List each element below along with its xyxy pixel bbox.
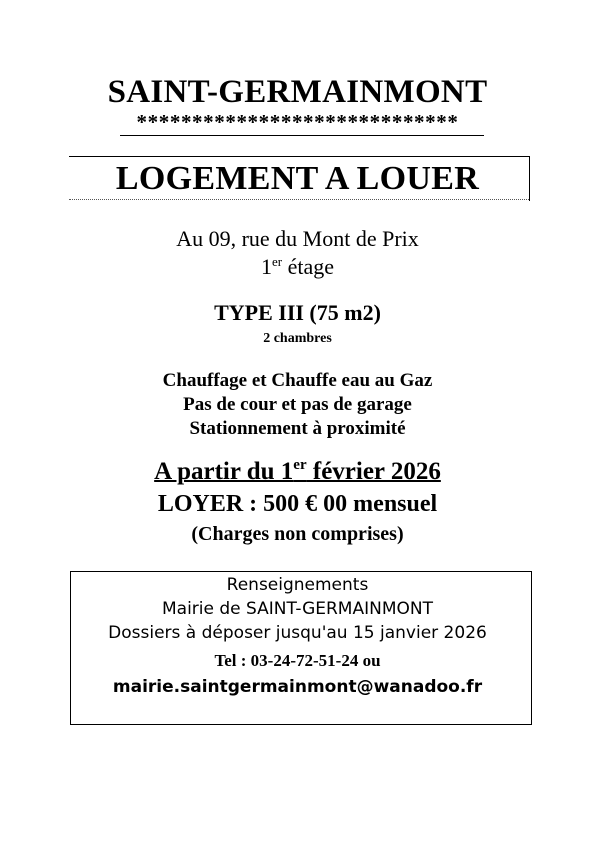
address-line: Au 09, rue du Mont de Prix: [176, 226, 419, 251]
title-frame-bottom: [69, 199, 529, 200]
floor-word: étage: [282, 254, 334, 279]
feature-heating: Chauffage et Chauffe eau au Gaz: [162, 370, 433, 391]
charges-note: (Charges non comprises): [191, 523, 404, 545]
floor-line: [0, 254, 595, 280]
floor-number: 1: [260, 254, 272, 279]
availability-date: [0, 458, 595, 486]
feature-no-yard: Pas de cour et pas de garage: [183, 394, 412, 415]
rent-amount: LOYER : 500 € 00 mensuel: [157, 491, 438, 517]
housing-type: TYPE III (75 m2): [214, 300, 381, 325]
info-organization: Mairie de SAINT-GERMAINMONT: [162, 599, 433, 619]
floor-superscript: er: [271, 254, 283, 269]
page-title: LOGEMENT A LOUER: [115, 160, 480, 197]
availability-superscript: er: [293, 457, 307, 473]
availability-suffix: février 2026: [306, 458, 441, 485]
star-separator: *****************************: [136, 110, 459, 134]
info-heading: Renseignements: [226, 575, 369, 595]
info-deadline: Dossiers à déposer jusqu'au 15 janvier 2026: [108, 623, 487, 643]
room-count: 2 chambres: [263, 331, 332, 346]
feature-parking: Stationnement à proximité: [189, 418, 406, 439]
town-name: SAINT-GERMAINMONT: [107, 74, 488, 110]
info-phone: Tel : 03-24-72-51-24 ou: [214, 651, 381, 670]
availability-prefix: A partir du 1: [154, 458, 294, 485]
info-email: mairie.saintgermainmont@wanadoo.fr: [112, 677, 483, 697]
header-underline: [120, 135, 484, 136]
